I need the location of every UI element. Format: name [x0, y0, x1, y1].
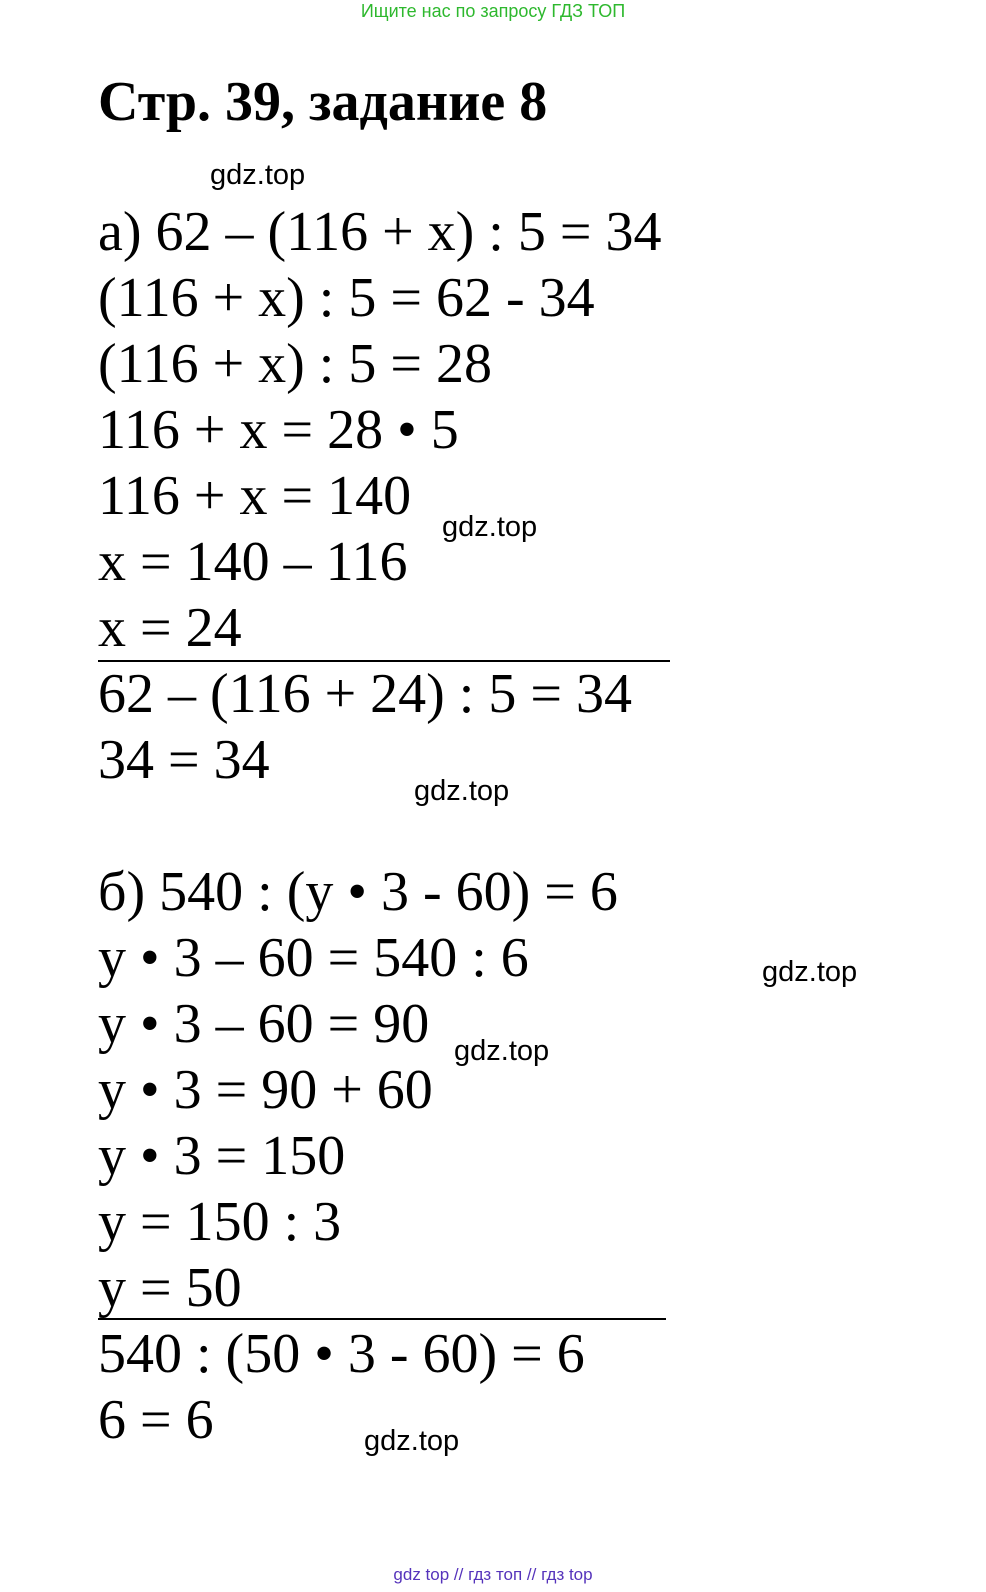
equation-line: x = 140 – 116	[98, 531, 408, 593]
check-line: 6 = 6	[98, 1389, 214, 1451]
equation-line: y • 3 – 60 = 90	[98, 993, 430, 1055]
equation-line: а) 62 – (116 + x) : 5 = 34	[98, 201, 662, 263]
watermark: gdz.top	[454, 1035, 550, 1067]
equation-line: (116 + x) : 5 = 28	[98, 333, 492, 395]
equation-line: y • 3 = 150	[98, 1125, 346, 1187]
watermark: gdz.top	[762, 956, 858, 988]
equation-line: (116 + x) : 5 = 62 - 34	[98, 267, 595, 329]
top-banner-text: Ищите нас по запросу ГДЗ ТОП	[360, 1, 626, 21]
check-divider	[98, 1318, 666, 1320]
equation-line: y • 3 – 60 = 540 : 6	[98, 927, 529, 989]
equation-line: 116 + x = 28 • 5	[98, 399, 459, 461]
equation-line: x = 24	[98, 597, 242, 659]
check-line: 62 – (116 + 24) : 5 = 34	[98, 663, 632, 725]
equation-line: y = 150 : 3	[98, 1191, 342, 1253]
equation-line: y = 50	[98, 1257, 242, 1319]
equation-line: y • 3 = 90 + 60	[98, 1059, 433, 1121]
watermark: gdz.top	[414, 775, 510, 807]
check-line: 540 : (50 • 3 - 60) = 6	[98, 1323, 585, 1385]
watermark: gdz.top	[442, 511, 538, 543]
check-line: 34 = 34	[98, 729, 270, 791]
footer-text: gdz top // гдз топ // гдз top	[393, 1565, 593, 1584]
equation-line: б) 540 : (y • 3 - 60) = 6	[98, 861, 618, 923]
watermark: gdz.top	[210, 159, 306, 191]
equation-line: 116 + x = 140	[98, 465, 412, 527]
watermark: gdz.top	[364, 1425, 460, 1457]
check-divider	[98, 660, 670, 662]
page-title: Стр. 39, задание 8	[98, 71, 548, 133]
